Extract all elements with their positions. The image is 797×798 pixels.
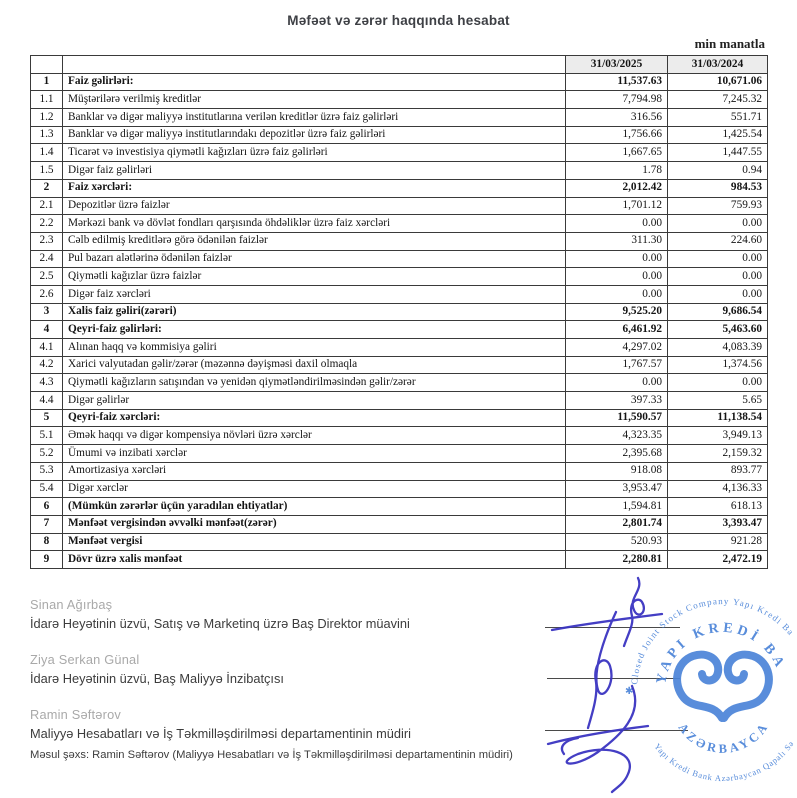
row-label-cell: Əmək haqqı və digər kompensiya növləri üzrə xərclər — [63, 427, 566, 445]
table-row — [31, 126, 768, 144]
row-number-cell: 9 — [31, 551, 63, 569]
value-2024-cell: 5.65 — [668, 392, 768, 410]
row-label-cell: Dövr üzrə xalis mənfəət — [63, 551, 566, 569]
table-row — [31, 215, 768, 233]
row-label-cell: Digər xərclər — [63, 480, 566, 498]
row-number-cell: 5.4 — [31, 480, 63, 498]
value-2024-cell: 551.71 — [668, 109, 768, 127]
value-2025-cell: 2,012.42 — [566, 179, 668, 197]
table-row — [31, 356, 768, 374]
row-label-cell: Depozitlər üzrə faizlər — [63, 197, 566, 215]
value-2025-cell: 7,794.98 — [566, 91, 668, 109]
row-label-cell: Ümumi və inzibati xərclər — [63, 445, 566, 463]
value-2025-cell: 6,461.92 — [566, 321, 668, 339]
table-row — [31, 551, 768, 569]
signer-name: Ramin Səftərov — [30, 707, 121, 722]
responsible-person-line: Məsul şəxs: Ramin Səftərov (Maliyyə Hesabatları və İş Təkmilləşdirilməsi departamentinin müdiri) — [30, 749, 513, 761]
report-table-body — [31, 73, 768, 568]
table-row — [31, 250, 768, 268]
value-2025-cell: 2,280.81 — [566, 551, 668, 569]
table-row — [31, 144, 768, 162]
value-2024-cell: 0.94 — [668, 162, 768, 180]
table-row — [31, 427, 768, 445]
signer-block — [30, 707, 550, 741]
value-2024-cell: 0.00 — [668, 374, 768, 392]
table-row — [31, 409, 768, 427]
row-number-cell: 3 — [31, 303, 63, 321]
row-number-cell: 7 — [31, 515, 63, 533]
value-2025-cell: 0.00 — [566, 285, 668, 303]
value-2025-cell: 9,525.20 — [566, 303, 668, 321]
signer-block — [30, 652, 550, 686]
table-row — [31, 91, 768, 109]
value-2024-cell: 1,447.55 — [668, 144, 768, 162]
row-label-cell: Digər faiz gəlirləri — [63, 162, 566, 180]
row-number-cell: 4 — [31, 321, 63, 339]
value-2025-cell: 918.08 — [566, 462, 668, 480]
signer-block — [30, 597, 550, 631]
row-label-cell: Faiz xərcləri: — [63, 179, 566, 197]
table-row — [31, 179, 768, 197]
row-number-cell: 2.2 — [31, 215, 63, 233]
yapi-kredi-logo-icon — [677, 655, 769, 718]
row-label-cell: Mərkəzi bank və dövlət fondları qarşısında öhdəliklər üzrə faiz xərcləri — [63, 215, 566, 233]
stamp-and-signature-overlay — [520, 568, 797, 798]
value-2025-cell: 11,590.57 — [566, 409, 668, 427]
value-2024-cell: 10,671.06 — [668, 73, 768, 91]
table-row — [31, 285, 768, 303]
stamp-outer-bottom-text: Yapı Kredi Bank Azərbaycan Qapalı Səhmd — [619, 582, 796, 784]
value-2025-cell: 1,667.65 — [566, 144, 668, 162]
value-2024-cell: 3,949.13 — [668, 427, 768, 445]
value-2024-cell: 0.00 — [668, 250, 768, 268]
table-row — [31, 339, 768, 357]
table-row — [31, 462, 768, 480]
svg-text:AZƏRBAYCA — [675, 719, 771, 756]
stamp-left-star: ✱ — [625, 686, 634, 697]
value-2025-cell: 1,594.81 — [566, 498, 668, 516]
unit-note: min manatla — [694, 36, 765, 51]
row-label-cell: Qiymətli kağızlar üzrə faizlər — [63, 268, 566, 286]
value-2024-cell: 3,393.47 — [668, 515, 768, 533]
value-2025-cell: 397.33 — [566, 392, 668, 410]
header-empty-label — [63, 56, 566, 74]
row-number-cell: 1.4 — [31, 144, 63, 162]
row-number-cell: 1 — [31, 73, 63, 91]
value-2024-cell: 921.28 — [668, 533, 768, 551]
stamp-inner-bottom-text: AZƏRBAYCA — [675, 718, 772, 756]
value-2024-cell: 1,425.54 — [668, 126, 768, 144]
table-row — [31, 197, 768, 215]
row-label-cell: Mənfəət vergisi — [63, 533, 566, 551]
value-2024-cell: 0.00 — [668, 268, 768, 286]
row-number-cell: 1.1 — [31, 91, 63, 109]
row-number-cell: 2.3 — [31, 232, 63, 250]
table-row — [31, 109, 768, 127]
value-2025-cell: 0.00 — [566, 215, 668, 233]
value-2025-cell: 1.78 — [566, 162, 668, 180]
row-number-cell: 2 — [31, 179, 63, 197]
header-empty-no — [31, 56, 63, 74]
value-2025-cell: 1,756.66 — [566, 126, 668, 144]
value-2024-cell: 11,138.54 — [668, 409, 768, 427]
value-2025-cell: 3,953.47 — [566, 480, 668, 498]
row-label-cell: Qeyri-faiz xərcləri: — [63, 409, 566, 427]
signer-name: Sinan Ağırbaş — [30, 597, 113, 612]
row-label-cell: Pul bazarı alətlərinə ödənilən faizlər — [63, 250, 566, 268]
value-2025-cell: 2,801.74 — [566, 515, 668, 533]
value-2024-cell: 0.00 — [668, 285, 768, 303]
value-2024-cell: 5,463.60 — [668, 321, 768, 339]
row-number-cell: 5.2 — [31, 445, 63, 463]
table-row — [31, 480, 768, 498]
value-2024-cell: 0.00 — [668, 215, 768, 233]
table-row — [31, 321, 768, 339]
table-row — [31, 515, 768, 533]
value-2024-cell: 7,245.32 — [668, 91, 768, 109]
table-row — [31, 162, 768, 180]
row-label-cell: Banklar və digər maliyyə institutlarına verilən kreditlər üzrə faiz gəlirləri — [63, 109, 566, 127]
bank-stamp — [619, 582, 796, 783]
row-label-cell: Amortizasiya xərcləri — [63, 462, 566, 480]
row-number-cell: 2.4 — [31, 250, 63, 268]
value-2025-cell: 11,537.63 — [566, 73, 668, 91]
table-row — [31, 303, 768, 321]
table-row — [31, 498, 768, 516]
value-2025-cell: 2,395.68 — [566, 445, 668, 463]
value-2025-cell: 1,767.57 — [566, 356, 668, 374]
table-row — [31, 374, 768, 392]
table-row — [31, 268, 768, 286]
row-label-cell: Qiymətli kağızların satışından və yenidən qiymətləndirilməsindən gəlir/zərər — [63, 374, 566, 392]
row-label-cell: Digər gəlirlər — [63, 392, 566, 410]
row-label-cell: Mənfəət vergisindən əvvəlki mənfəət(zərər) — [63, 515, 566, 533]
value-2025-cell: 311.30 — [566, 232, 668, 250]
stamp-outer-top-text: Closed Joint Stock Company Yapı Kredi Ba — [629, 595, 797, 685]
stamp-inner-top-text: YAPI KREDİ BA — [654, 620, 789, 686]
value-2024-cell: 2,159.32 — [668, 445, 768, 463]
row-label-cell: Faiz gəlirləri: — [63, 73, 566, 91]
value-2024-cell: 1,374.56 — [668, 356, 768, 374]
value-2025-cell: 4,297.02 — [566, 339, 668, 357]
row-label-cell: Cəlb edilmiş kreditlərə görə ödənilən faizlər — [63, 232, 566, 250]
table-header-row — [31, 56, 768, 74]
row-number-cell: 6 — [31, 498, 63, 516]
row-label-cell: Xarici valyutadan gəlir/zərər (məzənnə dəyişməsi daxil olmaqla — [63, 356, 566, 374]
header-col-2024: 31/03/2024 — [668, 56, 768, 74]
value-2025-cell: 520.93 — [566, 533, 668, 551]
value-2025-cell: 0.00 — [566, 250, 668, 268]
row-number-cell: 1.3 — [31, 126, 63, 144]
row-number-cell: 4.3 — [31, 374, 63, 392]
row-number-cell: 2.6 — [31, 285, 63, 303]
value-2024-cell: 4,083.39 — [668, 339, 768, 357]
signer-title: İdarə Heyətinin üzvü, Baş Maliyyə İnzibatçısı — [30, 671, 284, 686]
row-label-cell: Banklar və digər maliyyə institutlarındakı depozitlər üzrə faiz gəlirləri — [63, 126, 566, 144]
value-2024-cell: 2,472.19 — [668, 551, 768, 569]
value-2025-cell: 1,701.12 — [566, 197, 668, 215]
signer-title: İdarə Heyətinin üzvü, Satış və Marketinq üzrə Baş Direktor müavini — [30, 616, 410, 631]
row-label-cell: Ticarət və investisiya qiymətli kağızları üzrə faiz gəlirləri — [63, 144, 566, 162]
signers-block — [30, 597, 550, 762]
row-label-cell: Digər faiz xərcləri — [63, 285, 566, 303]
page-title: Məfəət və zərər haqqında hesabat — [287, 13, 510, 28]
signer-title: Maliyyə Hesabatları və İş Təkmilləşdirilməsi departamentinin müdiri — [30, 726, 411, 741]
value-2024-cell: 9,686.54 — [668, 303, 768, 321]
value-2025-cell: 316.56 — [566, 109, 668, 127]
value-2024-cell: 984.53 — [668, 179, 768, 197]
value-2024-cell: 224.60 — [668, 232, 768, 250]
profit-loss-table — [30, 55, 768, 569]
table-row — [31, 445, 768, 463]
row-label-cell: (Mümkün zərərlər üçün yaradılan ehtiyatlar) — [63, 498, 566, 516]
row-number-cell: 5 — [31, 409, 63, 427]
value-2024-cell: 893.77 — [668, 462, 768, 480]
row-number-cell: 4.1 — [31, 339, 63, 357]
table-row — [31, 533, 768, 551]
row-label-cell: Müştərilərə verilmiş kreditlər — [63, 91, 566, 109]
value-2025-cell: 0.00 — [566, 268, 668, 286]
row-number-cell: 4.4 — [31, 392, 63, 410]
signer-name: Ziya Serkan Günal — [30, 652, 140, 667]
value-2025-cell: 4,323.35 — [566, 427, 668, 445]
row-number-cell: 8 — [31, 533, 63, 551]
row-label-cell: Xalis faiz gəliri(zərəri) — [63, 303, 566, 321]
value-2024-cell: 759.93 — [668, 197, 768, 215]
header-col-2025: 31/03/2025 — [566, 56, 668, 74]
value-2025-cell: 0.00 — [566, 374, 668, 392]
row-number-cell: 2.5 — [31, 268, 63, 286]
row-number-cell: 1.2 — [31, 109, 63, 127]
row-number-cell: 5.3 — [31, 462, 63, 480]
table-row — [31, 73, 768, 91]
row-number-cell: 1.5 — [31, 162, 63, 180]
value-2024-cell: 618.13 — [668, 498, 768, 516]
table-row — [31, 392, 768, 410]
row-number-cell: 4.2 — [31, 356, 63, 374]
value-2024-cell: 4,136.33 — [668, 480, 768, 498]
row-label-cell: Alınan haqq və kommisiya gəliri — [63, 339, 566, 357]
row-label-cell: Qeyri-faiz gəlirləri: — [63, 321, 566, 339]
row-number-cell: 5.1 — [31, 427, 63, 445]
table-row — [31, 232, 768, 250]
handwritten-signature — [548, 578, 662, 792]
row-number-cell: 2.1 — [31, 197, 63, 215]
